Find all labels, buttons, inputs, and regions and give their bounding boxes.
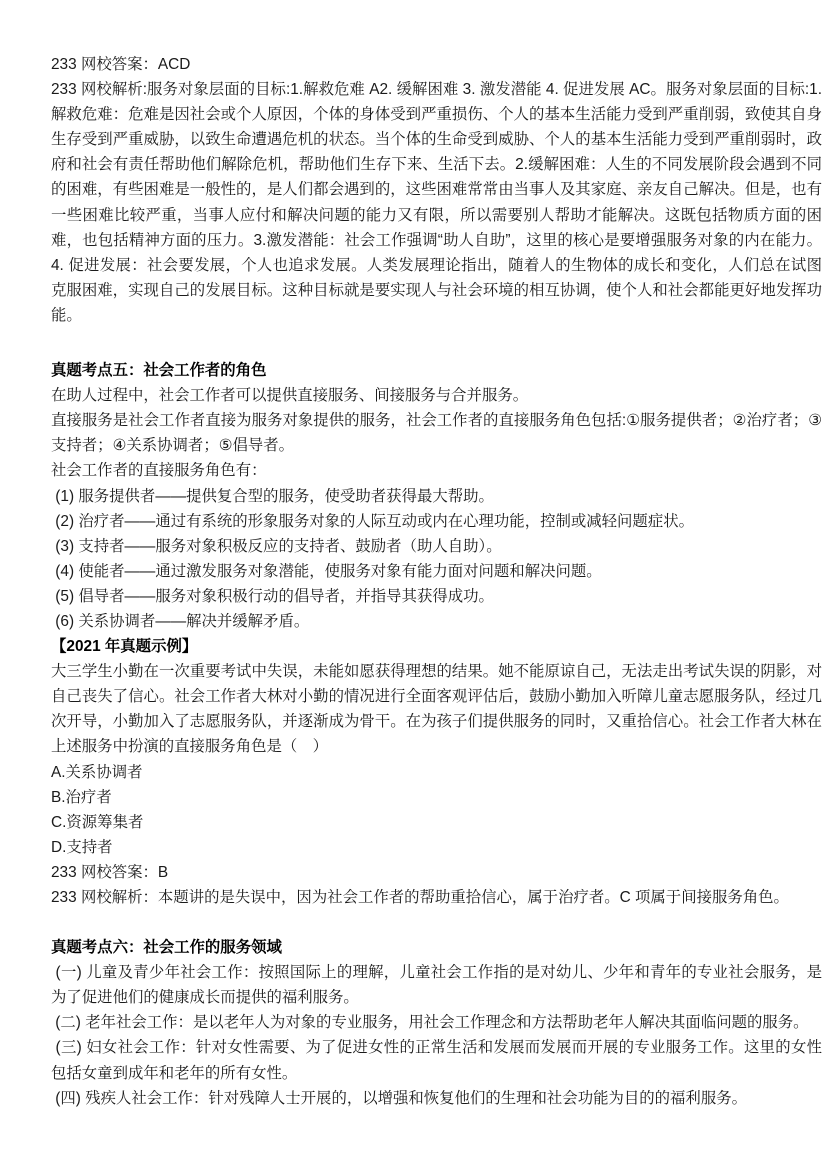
role-item-2: (2) 治疗者——通过有系统的形象服务对象的人际互动或内在心理功能，控制或减轻问题症状。 [51, 512, 694, 530]
topic6-heading: 真题考点六：社会工作的服务领域 [51, 939, 282, 957]
option-c: C.资源筹集者 [51, 813, 144, 831]
topic5-heading: 真题考点五：社会工作者的角色 [51, 362, 267, 380]
topic5-direct-service-paragraph: 直接服务是社会工作者直接为服务对象提供的服务，社会工作者的直接服务角色包括:①服务提供者；②治疗者；③支持者；④关系协调者；⑤倡导者。 [51, 412, 822, 455]
role-item-3: (3) 支持者——服务对象积极反应的支持者、鼓励者（助人自助）。 [51, 537, 502, 555]
role-item-4: (4) 使能者——通过激发服务对象潜能，使服务对象有能力面对问题和解决问题。 [51, 562, 602, 580]
question-paragraph: 大三学生小勤在一次重要考试中失误，未能如愿获得理想的结果。她不能原谅自己，无法走出考试失误的阴影，对自己丧失了信心。社会工作者大林对小勤的情况进行全面客观评估后，鼓励小勤加入听障儿童志愿服务队，经过几次开导，小勤加入了志愿服务队，并逐渐成为骨干。在为孩子们提供服务的同时，又重拾信心。社会工作者大林在上述服务中扮演的直接服务角色是（ ） [51, 663, 822, 756]
field-item-2: (二) 老年社会工作：是以老年人为对象的专业服务，用社会工作理念和方法帮助老年人解决其面临问题的服务。 [51, 1014, 809, 1032]
answer-line-topic4: 233 网校答案：ACD [51, 56, 191, 73]
option-a: A.关系协调者 [51, 763, 143, 781]
role-item-5: (5) 倡导者——服务对象积极行动的倡导者，并指导其获得成功。 [51, 587, 494, 605]
answer-line-2021: 233 网校答案：B [51, 863, 169, 881]
option-d: D.支持者 [51, 838, 113, 856]
analysis-paragraph-topic4: 233 网校解析:服务对象层面的目标:1.解救危难 A2. 缓解困难 3. 激发潜能 4. 促进发展 AC。服务对象层面的目标:1.解救危难：危难是因社会或个人原因，个体的身体受到严重损伤、个人的基本生活能力受到严重削弱，致使其自身生存受到严重威胁，以致生命遭遇危机的状态。当个体的生命受到威胁、个人的基本生活能力受到严重削弱时，政府和社会有责任帮助他们解除危机，帮助他们生存下来、生活下去。2.缓解困难：人生的不同发展阶段会遇到不同的困难，有些困难是一般性的，是人们都会遇到的，这些困难常常由当事人及其家庭、亲友自己解决。但是，也有一些困难比较严重，当事人应付和解决问题的能力又有限，所以需要别人帮助才能解决。这既包括物质方面的困难，也包括精神方面的压力。3.激发潜能：社会工作强调“助人自助”，这里的核心是要增强服务对象的内在能力。4. 促进发展：社会要发展，个人也追求发展。人类发展理论指出，随着人的生物体的成长和变化，人们总在试图克服困难，实现自己的发展目标。这种目标就是要实现人与社会环境的相互协调，使个人和社会都能更好地发挥功能。 [51, 81, 822, 324]
example-2021-heading: 【2021 年真题示例】 [51, 638, 198, 656]
analysis-paragraph-2021: 233 网校解析：本题讲的是失误中，因为社会工作者的帮助重拾信心，属于治疗者。C 项属于间接服务角色。 [51, 889, 789, 906]
option-b: B.治疗者 [51, 788, 112, 806]
field-item-3: (三) 妇女社会工作：针对女性需要、为了促进女性的正常生活和发展而发展而开展的专业服务工作。这里的女性包括女童到成年和老年的所有女性。 [51, 1039, 822, 1082]
field-item-4: (四) 残疾人社会工作：针对残障人士开展的，以增强和恢复他们的生理和社会功能为目的的福利服务。 [51, 1089, 747, 1107]
field-item-1: (一) 儿童及青少年社会工作：按照国际上的理解，儿童社会工作指的是对幼儿、少年和青年的专业社会服务，是为了促进他们的健康成长而提供的福利服务。 [51, 964, 822, 1007]
role-item-1: (1) 服务提供者——提供复合型的服务，使受助者获得最大帮助。 [51, 487, 494, 505]
topic5-intro: 在助人过程中，社会工作者可以提供直接服务、间接服务与合并服务。 [51, 387, 529, 405]
topic5-roles-lead-in: 社会工作者的直接服务角色有： [51, 462, 267, 480]
role-item-6: (6) 关系协调者——解决并缓解矛盾。 [51, 612, 310, 630]
document-body [51, 52, 822, 1111]
